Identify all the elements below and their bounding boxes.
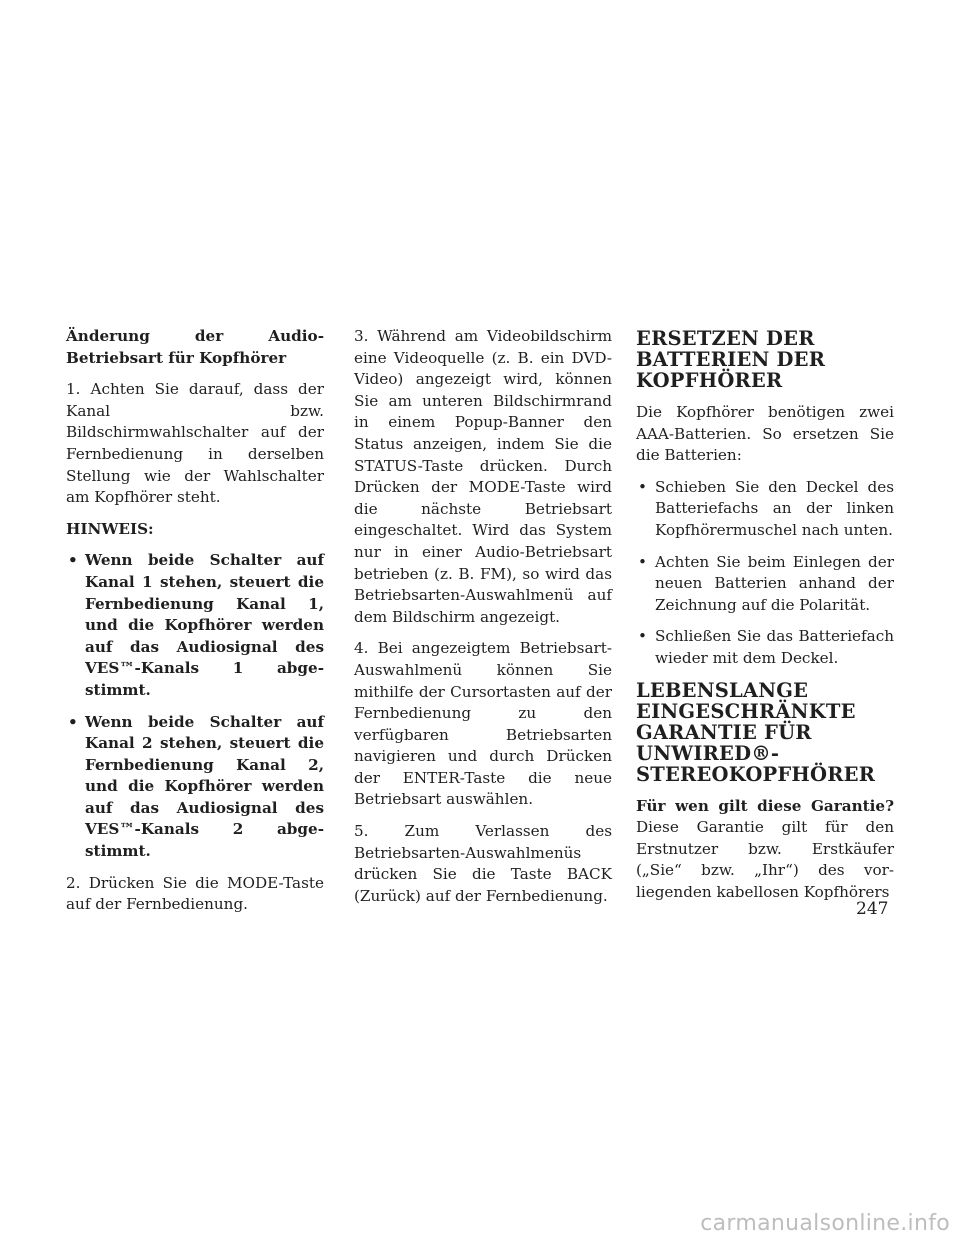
step-5: 5. Zum Verlassen des Betriebsarten-Auswahlmenüs drücken Sie die Taste BACK (Zurück) auf der Fernbedienung.: [354, 822, 612, 905]
battery-section-title: ERSETZEN DER BATTERIEN DER KOPFHÖRER: [636, 327, 826, 392]
warranty-question: Für wen gilt diese Garantie?: [636, 796, 894, 815]
middle-column: [354, 326, 612, 917]
warranty-paragraph: [636, 796, 894, 904]
step-3: 3. Während am Videobildschirm eine Videoquelle (z. B. ein DVD-Video) angezeigt wird, können Sie am unteren Bildschirmrand in einem Popup-Banner den Status anzeigen, indem Sie die STATUS-Taste drücken. Durch Drücken der MODE-Taste wird die nächste Betriebsart eingeschaltet. Wird das System nur in einer Audio-Betriebsart betrieben (z. B. FM), so wird das Betriebsarten-Auswahlmenü auf dem Bildschirm angezeigt.: [354, 327, 612, 626]
left-column: [66, 326, 324, 926]
watermark: carmanualsonline.info: [700, 1211, 950, 1236]
bullet-channel-2: • Wenn beide Schalter auf Kanal 2 stehen, steuert die Fernbedienung Kanal 2, und die Kopfhörer werden auf das Audiosignal des VES™-Kanals 2 abgestimmt.: [66, 712, 324, 863]
page-number: 247: [856, 899, 889, 919]
note-label: HINWEIS:: [66, 519, 154, 538]
bullet-channel-1: • Wenn beide Schalter auf Kanal 1 stehen, steuert die Fernbedienung Kanal 1, und die Kopfhörer werden auf das Audiosignal des VES™-Kanals 1 abgestimmt.: [66, 550, 324, 701]
battery-bullet-2: • Achten Sie beim Einlegen der neuen Batterien anhand der Zeichnung auf die Polarität.: [636, 552, 894, 617]
battery-bullet-1: • Schieben Sie den Deckel des Batteriefachs an der linken Kopfhörermuschel nach unten.: [636, 477, 894, 542]
right-column: [636, 326, 894, 914]
step-1: 1. Achten Sie darauf, dass der Kanal bzw. Bildschirmwahlschalter auf der Fernbedienung in derselben Stellung wie der Wahlschalter am Kopfhörer steht.: [66, 380, 324, 507]
warranty-text: Diese Garantie gilt für den Erstnutzer bzw. Erstkäufer („Sie“ bzw. „Ihr“) des vorliegenden kabellosen Kopfhörers: [636, 818, 894, 901]
step-4: 4. Bei angezeigtem Betriebsart-Auswahlmenü können Sie mithilfe der Cursortasten auf der Fernbedienung zu den verfügbaren Betriebsarten navigieren und durch Drücken der ENTER-Taste die neue Betriebsart auswählen.: [354, 639, 612, 809]
warranty-section-title: LEBENSLANGE EINGESCHRÄNKTE GARANTIE FÜR UNWIRED®-STEREOKOPFHÖRER: [636, 678, 876, 786]
battery-intro: Die Kopfhörer benötigen zwei AAA-Batterien. So ersetzen Sie die Batterien:: [636, 403, 894, 465]
audio-mode-heading: Änderung der Audio-Betriebsart für Kopfhörer: [66, 327, 324, 367]
step-2: 2. Drücken Sie die MODE-Taste auf der Fernbedienung.: [66, 873, 324, 914]
battery-bullet-3: • Schließen Sie das Batteriefach wieder mit dem Deckel.: [636, 626, 894, 669]
